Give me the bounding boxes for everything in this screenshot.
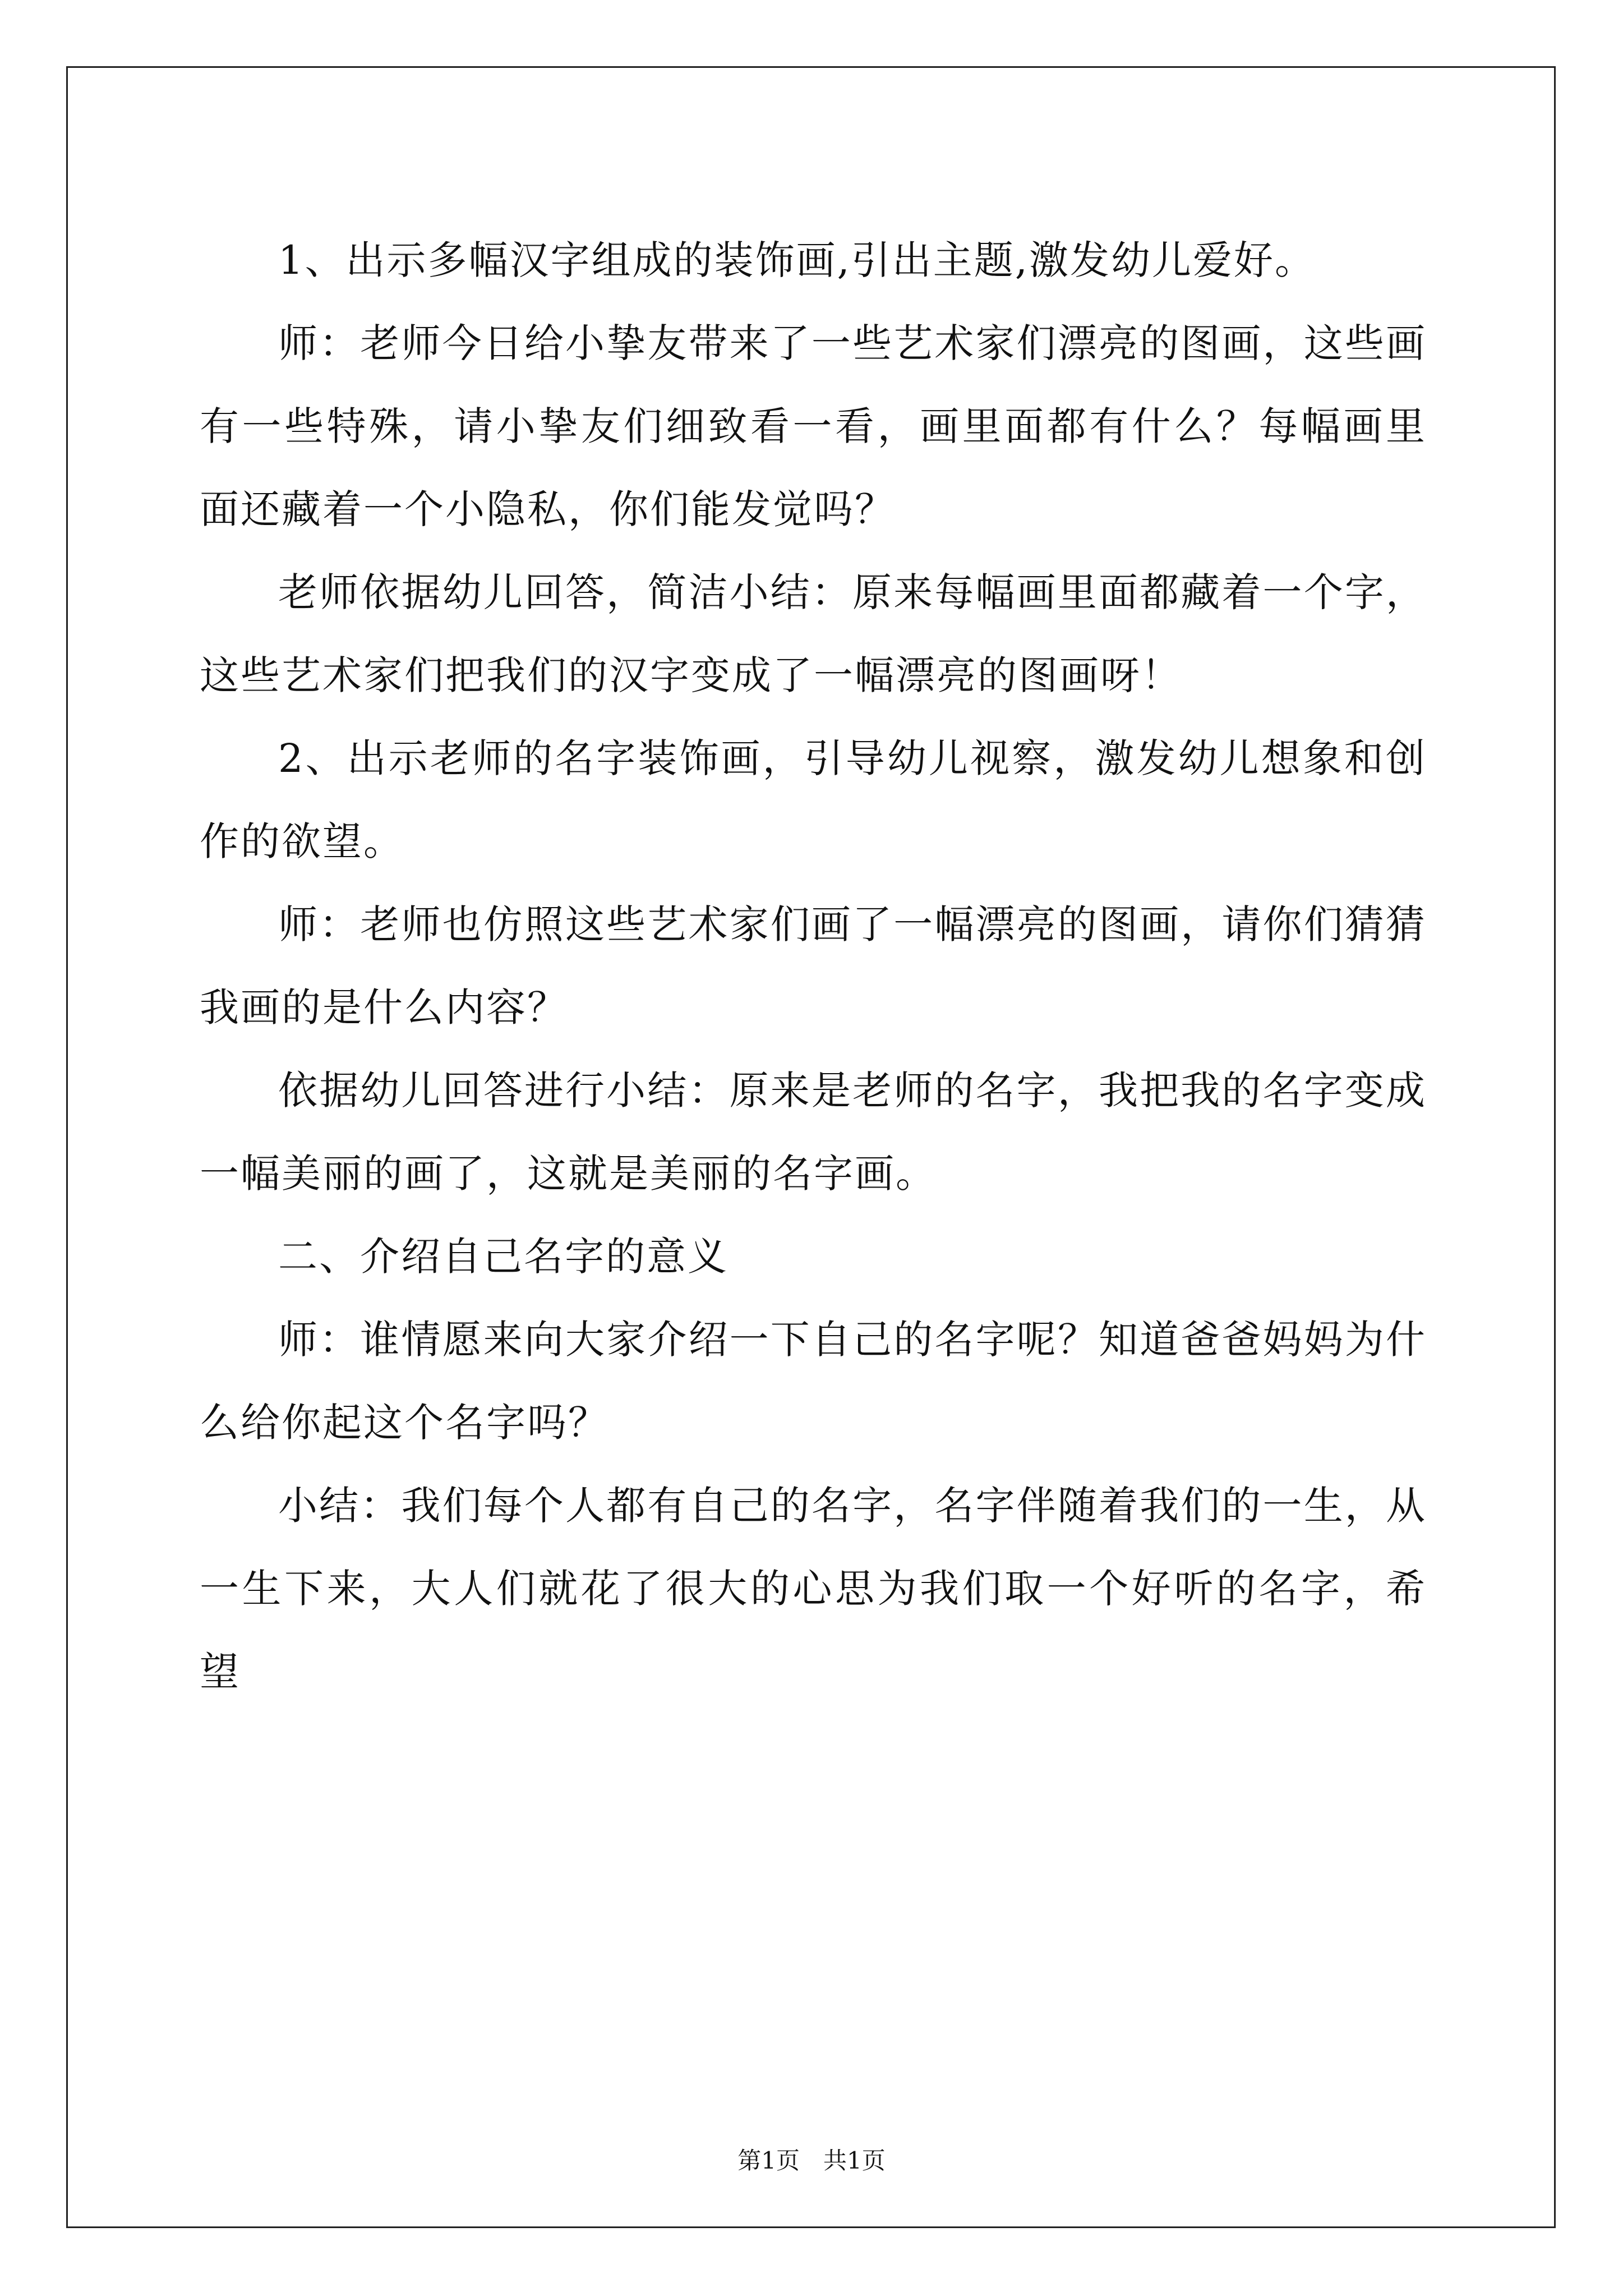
- paragraph: 老师依据幼儿回答，简洁小结：原来每幅画里面都藏着一个字，这些艺术家们把我们的汉字变成了一幅漂亮的图画呀！: [200, 569, 1427, 698]
- page-number-footer: 第1页 共1页: [737, 2147, 886, 2174]
- section-heading: 二、介绍自己名字的意义: [278, 1234, 728, 1280]
- paragraph: 依据幼儿回答进行小结：原来是老师的名字，我把我的名字变成一幅美丽的画了，这就是美丽的名字画。: [200, 1068, 1427, 1197]
- paragraph: 1、出示多幅汉字组成的装饰画,引出主题,激发幼儿爱好。: [278, 237, 1316, 283]
- paragraph: 小结：我们每个人都有自己的名字，名字伴随着我们的一生，从一生下来，大人们就花了很大的心思为我们取一个好听的名字，希望: [200, 1483, 1427, 1695]
- paragraph: 师：谁情愿来向大家介绍一下自己的名字呢？知道爸爸妈妈为什么给你起这个名字吗？: [200, 1317, 1427, 1446]
- paragraph: 师：老师今日给小挚友带来了一些艺术家们漂亮的图画，这些画有一些特殊，请小挚友们细致看一看，画里面都有什么？每幅画里面还藏着一个小隐私，你们能发觉吗？: [200, 320, 1427, 532]
- paragraph: 2、出示老师的名字装饰画，引导幼儿视察，激发幼儿想象和创作的欲望。: [200, 735, 1427, 864]
- document-body: [200, 219, 1427, 1713]
- paragraph: 师：老师也仿照这些艺术家们画了一幅漂亮的图画，请你们猜猜我画的是什么内容？: [200, 901, 1427, 1030]
